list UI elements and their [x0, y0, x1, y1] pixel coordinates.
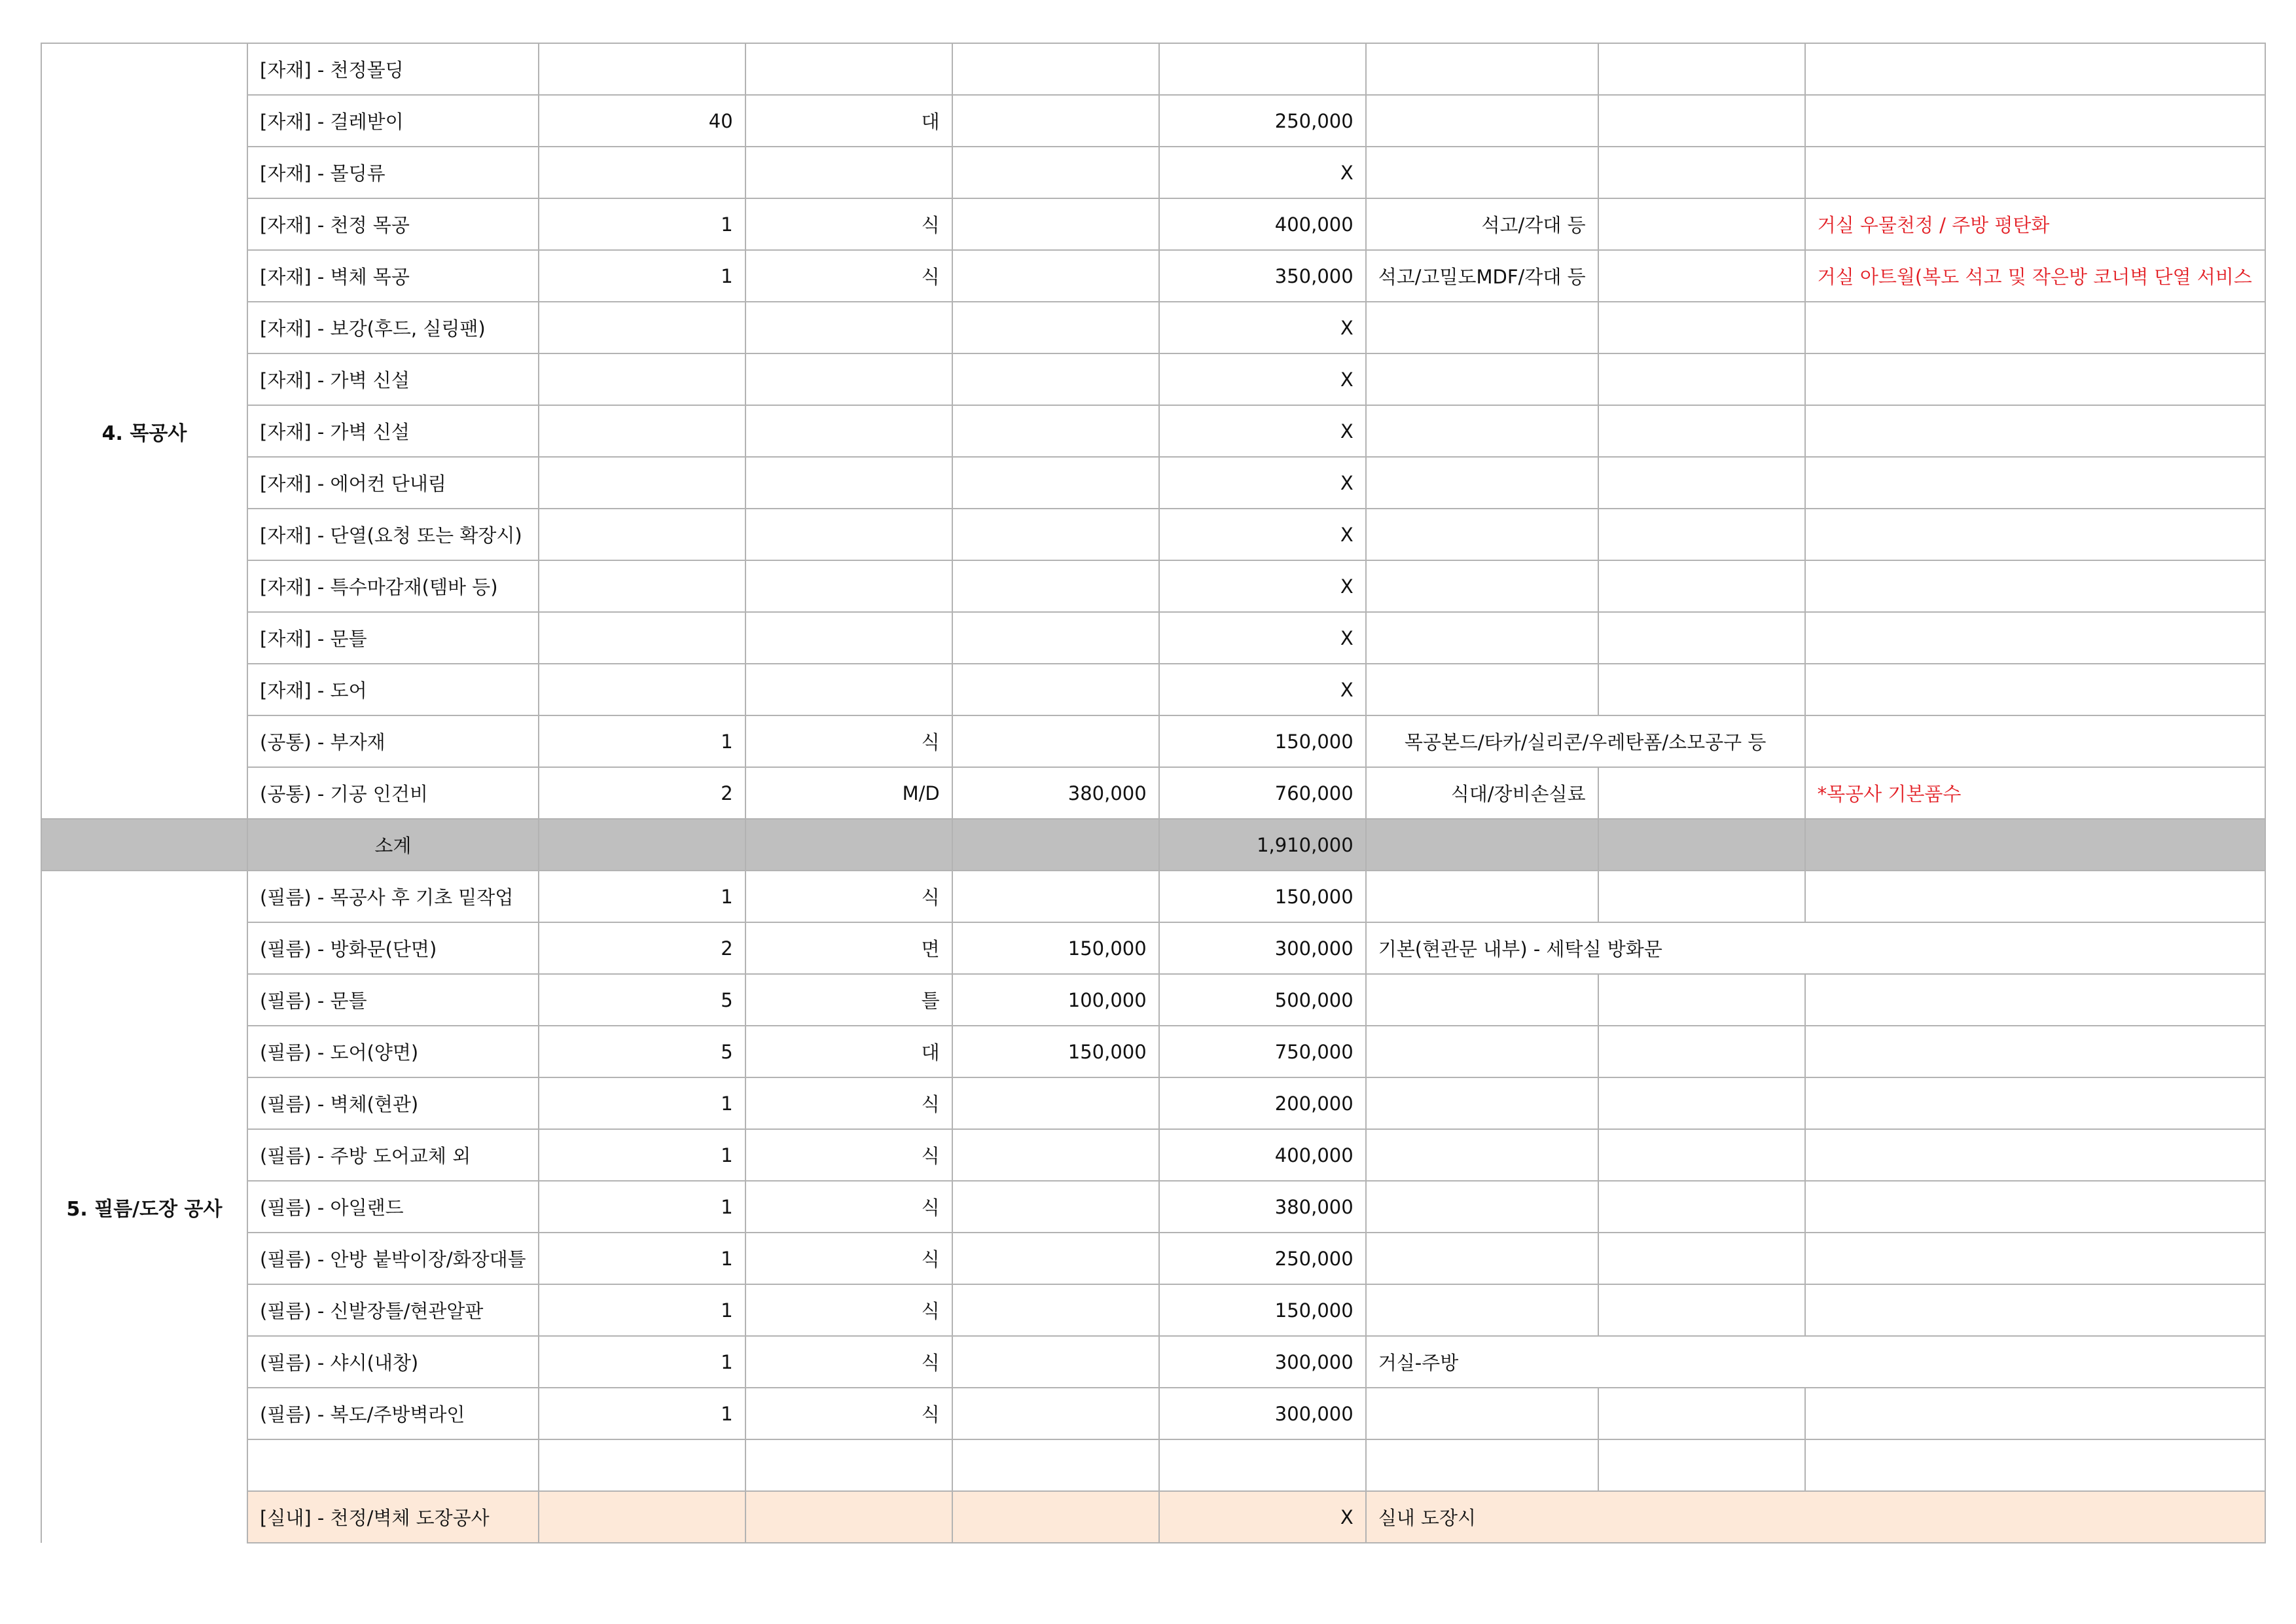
qty-cell: 2 — [539, 922, 745, 974]
table-row — [41, 1181, 2265, 1233]
price-cell: 100,000 — [952, 974, 1159, 1026]
extra-cell — [1598, 560, 1805, 612]
table-row — [41, 612, 2265, 664]
note-cell — [1366, 974, 1598, 1026]
subtotal-blank — [41, 819, 247, 871]
amount-cell: 150,000 — [1159, 715, 1366, 767]
extra-cell — [1598, 767, 1805, 819]
table-row — [41, 198, 2265, 250]
qty-cell — [539, 405, 745, 457]
price-cell — [952, 198, 1159, 250]
amount-cell — [1159, 43, 1366, 95]
unit-cell: 대 — [745, 95, 952, 147]
item-cell: [자재] - 걸레받이 — [247, 95, 539, 147]
note-cell: 거실-주방 — [1366, 1336, 2265, 1388]
amount-cell: 400,000 — [1159, 198, 1366, 250]
table-row — [41, 1077, 2265, 1129]
qty-cell: 1 — [539, 1181, 745, 1233]
remark-cell — [1805, 1233, 2265, 1284]
unit-cell — [745, 1439, 952, 1491]
extra-cell — [1598, 405, 1805, 457]
unit-cell: 식 — [745, 1388, 952, 1439]
table-row — [41, 147, 2265, 198]
unit-cell: 식 — [745, 871, 952, 922]
item-cell: (필름) - 문틀 — [247, 974, 539, 1026]
extra-cell — [1598, 1026, 1805, 1077]
remark-cell: 거실 아트월(복도 석고 및 작은방 코너벽 단열 서비스 — [1805, 250, 2265, 302]
table-row — [41, 405, 2265, 457]
qty-cell: 1 — [539, 1077, 745, 1129]
price-cell — [952, 250, 1159, 302]
table-row — [41, 1129, 2265, 1181]
amount-cell: X — [1159, 1491, 1366, 1543]
unit-cell — [745, 664, 952, 715]
price-cell — [952, 1129, 1159, 1181]
item-cell: (필름) - 목공사 후 기초 밑작업 — [247, 871, 539, 922]
table-row — [41, 1284, 2265, 1336]
qty-cell: 1 — [539, 715, 745, 767]
table-row — [41, 922, 2265, 974]
qty-cell: 1 — [539, 1336, 745, 1388]
amount-cell: 250,000 — [1159, 95, 1366, 147]
item-cell: (필름) - 신발장틀/현관알판 — [247, 1284, 539, 1336]
remark-cell — [1805, 1181, 2265, 1233]
extra-cell — [1598, 612, 1805, 664]
qty-cell: 1 — [539, 250, 745, 302]
unit-cell: 식 — [745, 715, 952, 767]
qty-cell: 1 — [539, 1129, 745, 1181]
qty-cell — [539, 560, 745, 612]
note-cell — [1366, 1077, 1598, 1129]
extra-cell — [1598, 1181, 1805, 1233]
estimate-sheet — [41, 43, 2266, 1543]
note-cell — [1366, 405, 1598, 457]
qty-cell: 1 — [539, 1233, 745, 1284]
unit-cell — [745, 612, 952, 664]
price-cell — [952, 1439, 1159, 1491]
item-cell: [실내] - 천정/벽체 도장공사 — [247, 1491, 539, 1543]
unit-cell: 틀 — [745, 974, 952, 1026]
extra-cell — [1598, 95, 1805, 147]
note-cell — [1366, 147, 1598, 198]
price-cell — [952, 1233, 1159, 1284]
remark-cell — [1805, 1388, 2265, 1439]
table-row — [41, 767, 2265, 819]
table-row — [41, 715, 2265, 767]
amount-cell — [1159, 1439, 1366, 1491]
amount-cell: 350,000 — [1159, 250, 1366, 302]
qty-cell: 1 — [539, 198, 745, 250]
blank — [745, 819, 952, 871]
note-cell: 석고/고밀도MDF/각대 등 — [1366, 250, 1598, 302]
amount-cell: X — [1159, 509, 1366, 560]
price-cell — [952, 1077, 1159, 1129]
item-cell: (필름) - 도어(양면) — [247, 1026, 539, 1077]
price-cell — [952, 560, 1159, 612]
remark-cell — [1805, 1077, 2265, 1129]
blank — [952, 819, 1159, 871]
qty-cell: 1 — [539, 871, 745, 922]
table-row — [41, 664, 2265, 715]
remark-cell — [1805, 1284, 2265, 1336]
unit-cell: 식 — [745, 1181, 952, 1233]
table-row — [41, 43, 2265, 95]
item-cell: (필름) - 샤시(내창) — [247, 1336, 539, 1388]
note-cell — [1366, 302, 1598, 353]
section-label: 4. 목공사 — [41, 43, 247, 819]
note-cell — [1366, 1233, 1598, 1284]
amount-cell: 300,000 — [1159, 1336, 1366, 1388]
price-cell — [952, 1336, 1159, 1388]
unit-cell — [745, 302, 952, 353]
qty-cell — [539, 664, 745, 715]
item-cell: (필름) - 안방 붙박이장/화장대틀 — [247, 1233, 539, 1284]
qty-cell: 40 — [539, 95, 745, 147]
price-cell — [952, 147, 1159, 198]
price-cell — [952, 353, 1159, 405]
amount-cell: 250,000 — [1159, 1233, 1366, 1284]
extra-cell — [1598, 1439, 1805, 1491]
unit-cell: 식 — [745, 1284, 952, 1336]
table-row — [41, 1439, 2265, 1491]
extra-cell — [1598, 1388, 1805, 1439]
table-row — [41, 1026, 2265, 1077]
extra-cell — [1598, 43, 1805, 95]
subtotal-label: 소계 — [247, 819, 539, 871]
remark-cell — [1805, 974, 2265, 1026]
remark-cell — [1805, 405, 2265, 457]
qty-cell: 1 — [539, 1388, 745, 1439]
unit-cell: 면 — [745, 922, 952, 974]
amount-cell: 400,000 — [1159, 1129, 1366, 1181]
extra-cell — [1598, 147, 1805, 198]
amount-cell: X — [1159, 560, 1366, 612]
blank — [1366, 819, 1598, 871]
note-cell — [1366, 612, 1598, 664]
item-cell: (필름) - 아일랜드 — [247, 1181, 539, 1233]
table-row — [41, 302, 2265, 353]
extra-cell — [1598, 1129, 1805, 1181]
note-cell: 목공본드/타카/실리콘/우레탄폼/소모공구 등 — [1366, 715, 1805, 767]
price-cell — [952, 612, 1159, 664]
item-cell: [자재] - 가벽 신설 — [247, 353, 539, 405]
table-row — [41, 560, 2265, 612]
item-cell: (필름) - 벽체(현관) — [247, 1077, 539, 1129]
remark-cell — [1805, 95, 2265, 147]
table-row — [41, 353, 2265, 405]
section-label: 5. 필름/도장 공사 — [41, 871, 247, 1543]
remark-cell — [1805, 1439, 2265, 1491]
price-cell — [952, 1284, 1159, 1336]
item-cell: [자재] - 천정몰딩 — [247, 43, 539, 95]
extra-cell — [1598, 302, 1805, 353]
qty-cell: 5 — [539, 974, 745, 1026]
table-row — [41, 1388, 2265, 1439]
extra-cell — [1598, 353, 1805, 405]
amount-cell: 300,000 — [1159, 1388, 1366, 1439]
table-row — [41, 250, 2265, 302]
extra-cell — [1598, 1284, 1805, 1336]
item-cell: [자재] - 에어컨 단내림 — [247, 457, 539, 509]
price-cell — [952, 509, 1159, 560]
item-cell: (필름) - 방화문(단면) — [247, 922, 539, 974]
qty-cell — [539, 353, 745, 405]
unit-cell: 식 — [745, 1336, 952, 1388]
item-cell: [자재] - 보강(후드, 실링팬) — [247, 302, 539, 353]
remark-cell — [1805, 560, 2265, 612]
remark-cell: *목공사 기본품수 — [1805, 767, 2265, 819]
price-cell — [952, 457, 1159, 509]
blank — [1598, 819, 1805, 871]
amount-cell: 150,000 — [1159, 1284, 1366, 1336]
remark-cell — [1805, 43, 2265, 95]
blank — [539, 819, 745, 871]
extra-cell — [1598, 1077, 1805, 1129]
table-row — [41, 95, 2265, 147]
price-cell: 150,000 — [952, 922, 1159, 974]
item-cell: [자재] - 문틀 — [247, 612, 539, 664]
note-cell — [1366, 1181, 1598, 1233]
qty-cell — [539, 1491, 745, 1543]
note-cell — [1366, 1388, 1598, 1439]
item-cell: (공통) - 기공 인건비 — [247, 767, 539, 819]
qty-cell — [539, 509, 745, 560]
note-cell — [1366, 353, 1598, 405]
note-cell: 석고/각대 등 — [1366, 198, 1598, 250]
qty-cell: 1 — [539, 1284, 745, 1336]
note-cell — [1366, 1284, 1598, 1336]
extra-cell — [1598, 457, 1805, 509]
unit-cell: 식 — [745, 250, 952, 302]
note-cell — [1366, 43, 1598, 95]
item-cell: (공통) - 부자재 — [247, 715, 539, 767]
note-cell: 식대/장비손실료 — [1366, 767, 1598, 819]
price-cell — [952, 715, 1159, 767]
amount-cell: X — [1159, 612, 1366, 664]
item-cell: (필름) - 복도/주방벽라인 — [247, 1388, 539, 1439]
amount-cell: X — [1159, 147, 1366, 198]
subtotal-row — [41, 819, 2265, 871]
remark-cell — [1805, 147, 2265, 198]
note-cell — [1366, 1439, 1598, 1491]
price-cell — [952, 1491, 1159, 1543]
remark-cell — [1805, 509, 2265, 560]
qty-cell — [539, 147, 745, 198]
item-cell — [247, 1439, 539, 1491]
unit-cell: 대 — [745, 1026, 952, 1077]
remark-cell — [1805, 664, 2265, 715]
price-cell — [952, 1181, 1159, 1233]
price-cell — [952, 405, 1159, 457]
unit-cell: 식 — [745, 1077, 952, 1129]
paint-row — [41, 1491, 2265, 1543]
unit-cell — [745, 147, 952, 198]
remark-cell — [1805, 1129, 2265, 1181]
price-cell — [952, 664, 1159, 715]
note-cell — [1366, 871, 1598, 922]
remark-cell — [1805, 1026, 2265, 1077]
price-cell: 150,000 — [952, 1026, 1159, 1077]
extra-cell — [1598, 664, 1805, 715]
note-cell: 실내 도장시 — [1366, 1491, 2265, 1543]
unit-cell — [745, 509, 952, 560]
unit-cell — [745, 1491, 952, 1543]
qty-cell — [539, 1439, 745, 1491]
item-cell: [자재] - 단열(요청 또는 확장시) — [247, 509, 539, 560]
extra-cell — [1598, 509, 1805, 560]
price-cell — [952, 871, 1159, 922]
table-row — [41, 1233, 2265, 1284]
table-row — [41, 1336, 2265, 1388]
remark-cell — [1805, 457, 2265, 509]
note-cell — [1366, 1129, 1598, 1181]
extra-cell — [1598, 1233, 1805, 1284]
item-cell: [자재] - 몰딩류 — [247, 147, 539, 198]
price-cell — [952, 302, 1159, 353]
unit-cell — [745, 560, 952, 612]
extra-cell — [1598, 198, 1805, 250]
unit-cell: 식 — [745, 1233, 952, 1284]
qty-cell — [539, 457, 745, 509]
amount-cell: X — [1159, 353, 1366, 405]
table-row — [41, 974, 2265, 1026]
qty-cell: 2 — [539, 767, 745, 819]
amount-cell: X — [1159, 302, 1366, 353]
subtotal-amount: 1,910,000 — [1159, 819, 1366, 871]
amount-cell: 750,000 — [1159, 1026, 1366, 1077]
amount-cell: 500,000 — [1159, 974, 1366, 1026]
unit-cell — [745, 457, 952, 509]
table-row — [41, 509, 2265, 560]
table-row — [41, 871, 2265, 922]
note-cell: 기본(현관문 내부) - 세탁실 방화문 — [1366, 922, 2265, 974]
extra-cell — [1598, 250, 1805, 302]
item-cell: [자재] - 벽체 목공 — [247, 250, 539, 302]
remark-cell — [1805, 871, 2265, 922]
note-cell — [1366, 509, 1598, 560]
note-cell — [1366, 1026, 1598, 1077]
remark-cell — [1805, 353, 2265, 405]
amount-cell: 760,000 — [1159, 767, 1366, 819]
amount-cell: X — [1159, 457, 1366, 509]
qty-cell — [539, 302, 745, 353]
item-cell: [자재] - 가벽 신설 — [247, 405, 539, 457]
amount-cell: X — [1159, 405, 1366, 457]
unit-cell — [745, 43, 952, 95]
qty-cell — [539, 43, 745, 95]
unit-cell: M/D — [745, 767, 952, 819]
remark-cell — [1805, 715, 2265, 767]
note-cell — [1366, 95, 1598, 147]
unit-cell: 식 — [745, 1129, 952, 1181]
unit-cell — [745, 405, 952, 457]
unit-cell: 식 — [745, 198, 952, 250]
price-cell — [952, 1388, 1159, 1439]
unit-cell — [745, 353, 952, 405]
item-cell: [자재] - 천정 목공 — [247, 198, 539, 250]
remark-cell — [1805, 612, 2265, 664]
blank — [1805, 819, 2265, 871]
amount-cell: 200,000 — [1159, 1077, 1366, 1129]
remark-cell: 거실 우물천정 / 주방 평탄화 — [1805, 198, 2265, 250]
price-cell — [952, 43, 1159, 95]
extra-cell — [1598, 871, 1805, 922]
amount-cell: 150,000 — [1159, 871, 1366, 922]
extra-cell — [1598, 974, 1805, 1026]
amount-cell: X — [1159, 664, 1366, 715]
item-cell: [자재] - 특수마감재(템바 등) — [247, 560, 539, 612]
qty-cell: 5 — [539, 1026, 745, 1077]
price-cell: 380,000 — [952, 767, 1159, 819]
price-cell — [952, 95, 1159, 147]
amount-cell: 300,000 — [1159, 922, 1366, 974]
remark-cell — [1805, 302, 2265, 353]
note-cell — [1366, 560, 1598, 612]
item-cell: [자재] - 도어 — [247, 664, 539, 715]
item-cell: (필름) - 주방 도어교체 외 — [247, 1129, 539, 1181]
note-cell — [1366, 664, 1598, 715]
note-cell — [1366, 457, 1598, 509]
qty-cell — [539, 612, 745, 664]
amount-cell: 380,000 — [1159, 1181, 1366, 1233]
table-row — [41, 457, 2265, 509]
